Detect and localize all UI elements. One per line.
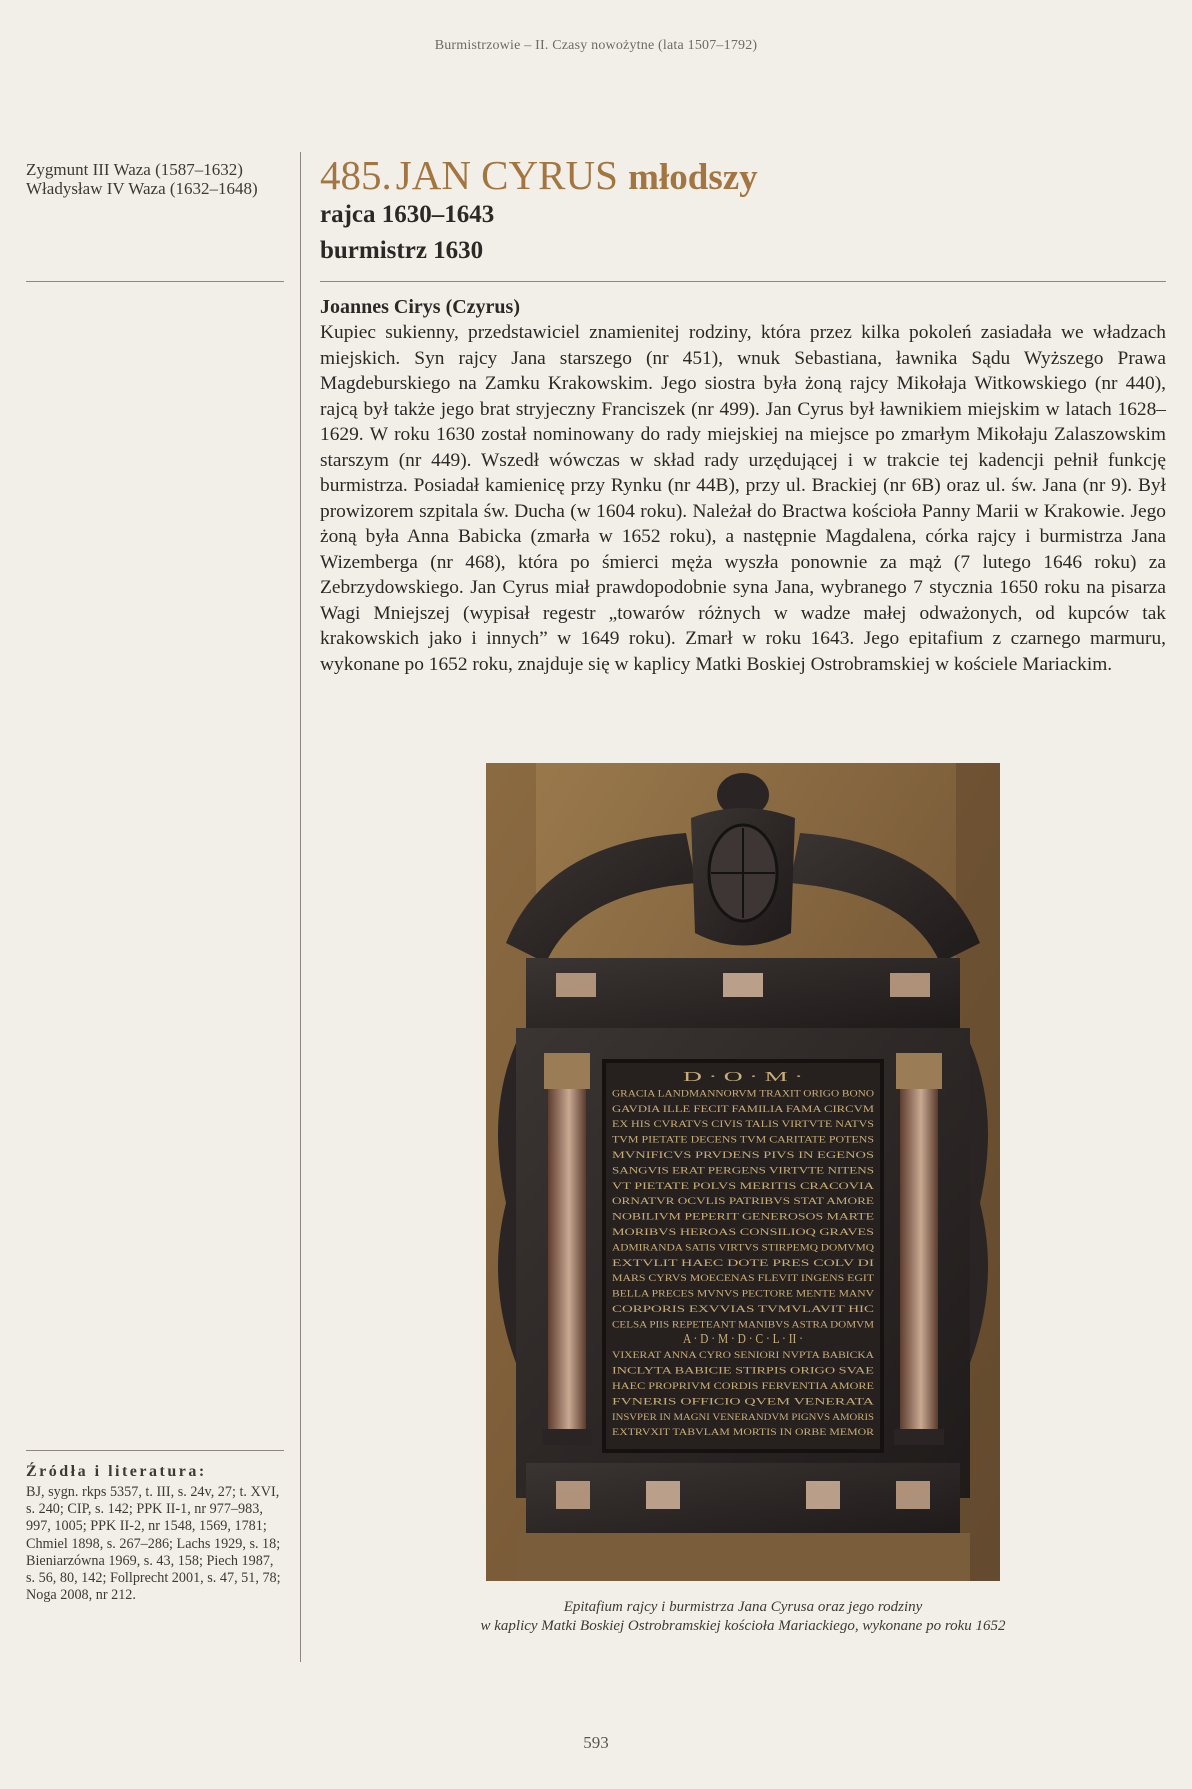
inscription-line: MARS CYRVS MOECENAS FLEVIT INGENS EGIT	[612, 1273, 875, 1285]
office-line: rajca 1630–1643	[320, 201, 495, 228]
inscription-line: INSVPER IN MAGNI VENERANDVM PIGNVS AMORIS	[612, 1411, 874, 1423]
sidebar-reigns	[26, 160, 284, 198]
office-line: burmistrz 1630	[320, 237, 484, 264]
inscription-line: NOBILIVM PEPERIT GENEROSOS MARTE	[612, 1211, 875, 1223]
inscription-line: CORPORIS EXVVIAS TVMVLAVIT HIC	[612, 1304, 874, 1315]
inscription-line: MORIBVS HEROAS CONSILIOQ GRAVES	[612, 1227, 874, 1238]
sources-heading: Źródła i literatura:	[26, 1463, 207, 1480]
sidebar-rule	[26, 281, 284, 282]
caption-line: w kaplicy Matki Boskiej Ostrobramskiej kościoła Mariackiego, wykonane po roku 1652	[480, 1618, 1006, 1634]
inscription-line: A · D · M · D · C · L · II ·	[683, 1331, 803, 1347]
inscription-line: VT PIETATE POLVS MERITIS CRACOVIA	[612, 1180, 875, 1192]
figure-caption	[320, 1598, 1166, 1636]
entry-qualifier: młodszy	[628, 157, 758, 198]
inscription-line: SANGVIS ERAT PERGENS VIRTVTE NITENS	[612, 1165, 874, 1177]
entry-number: 485.	[320, 152, 392, 198]
epitaph-illustration	[486, 763, 1000, 1581]
entry-name: JAN CYRUS	[395, 152, 618, 198]
inscription-line: FVNERIS OFFICIO QVEM VENERATA	[612, 1396, 875, 1408]
inscription-line: HAEC PROPRIVM CORDIS FERVENTIA AMORE	[612, 1381, 875, 1392]
inscription-line: EX HIS CVRATVS CIVIS TALIS VIRTVTE NATVS	[612, 1119, 874, 1131]
inscription-line: INCLYTA BABICIE STIRPIS ORIGO SVAE	[612, 1365, 875, 1377]
epitaph-photo	[486, 763, 1000, 1581]
latin-name: Joannes Cirys (Czyrus)	[320, 296, 520, 318]
inscription-line: ADMIRANDA SATIS VIRTVS STIRPEMQ DOMVMQ	[612, 1242, 875, 1254]
inscription-line: ORNATVR OCVLIS PATRIBVS STAT AMORE	[612, 1196, 875, 1208]
biography-text: Kupiec sukienny, przedstawiciel znamienitej rodziny, która przez kilka pokoleń zasiadała we władzach miejskich. Syn rajcy Jana starszego (nr 451), wnuk Sebastiana, ławnika Sądu Wyższego Prawa Magdeburskiego na Zamku Krakowskim. Jego siostra była żoną rajcy Mikołaja Witkowskiego (nr 440), rajcą był także jego brat stryjeczny Franciszek (nr 499). Jan Cyrus był ławnikiem miejskim w latach 1628–1629. W roku 1630 został nominowany do rady miejskiej na miejsce po zmarłym Mikołaju Zalaszowskim starszym (nr 449). Wszedł wówczas w skład rady urzędującej i w trakcie tej kadencji pełnił funkcję burmistrza. Posiadał kamienicę przy Rynku (nr 44B), przy ul. Brackiej (nr 6B) oraz ul. św. Jana (nr 9). Był prowizorem szpitala św. Ducha (w 1604 roku). Należał do Bractwa kościoła Panny Marii w Krakowie. Jego żoną była Anna Babicka (zmarła w 1652 roku), a następnie Magdalena, córka rajcy i burmistrza Jana Wizemberga (nr 468), która po śmierci męża wyszła ponownie za mąż (7 lutego 1646 roku) za Zebrzydowskiego. Jan Cyrus miał prawdopodobnie syna Jana, wybranego 7 stycznia 1650 roku na pisarza Wagi Mniejszej (wypisał regestr „towarów różnych w wadze małej odważonych, od kupców tak krakowskich jako i innych” w 1649 roku). Zmarł w roku 1643. Jego epitafium z czarnego marmuru, wykonane po 1652 roku, znajduje się w kaplicy Matki Boskiej Ostrobramskiej w kościele Mariackim.	[320, 322, 1166, 675]
inscription-line: MVNIFICVS PRVDENS PIVS IN EGENOS	[612, 1150, 874, 1161]
sources-rule	[26, 1450, 284, 1451]
reign-line: Władysław IV Waza (1632–1648)	[26, 179, 258, 198]
inscription-line: GRACIA LANDMANNORVM TRAXIT ORIGO BONO	[612, 1088, 875, 1100]
inscription-line: BELLA PRECES MVNVS PECTORE MENTE MANV	[612, 1288, 875, 1300]
inscription-line: EXTVLIT HAEC DOTE PRES COLV DI	[612, 1257, 874, 1269]
inscription-line: TVM PIETATE DECENS TVM CARITATE POTENS	[612, 1134, 874, 1146]
caption-line: Epitafium rajcy i burmistrza Jana Cyrusa oraz jego rodziny	[563, 1599, 923, 1615]
inscription-line: VIXERAT ANNA CYRO SENIORI NVPTA BABICKA	[612, 1350, 875, 1362]
inscription-line: EXTRVXIT TABVLAM MORTIS IN ORBE MEMOR	[612, 1427, 875, 1439]
entry-title	[320, 152, 758, 201]
page-number: 593	[583, 1733, 609, 1752]
sources-text: BJ, sygn. rkps 5357, t. III, s. 24v, 27; t. XVI, s. 240; CIP, s. 142; PPK II-1, nr 977–983, 997, 1005; PPK II-2, nr 1548, 1569, 1781; Chmiel 1898, s. 267–286; Lachs 1929, s. 18; Bieniarzówna 1969, s. 43, 158; Piech 1987, s. 56, 80, 142; Follprecht 2001, s. 47, 51, 78; Noga 2008, nr 212.	[26, 1484, 281, 1604]
running-head: Burmistrzowie – II. Czasy nowożytne (lata 1507–1792)	[434, 38, 758, 53]
reign-line: Zygmunt III Waza (1587–1632)	[26, 160, 243, 179]
inscription-line: CELSA PIIS REPETEANT MANIBVS ASTRA DOMVM	[612, 1319, 875, 1331]
title-rule	[320, 281, 1166, 282]
inscription-line: GAVDIA ILLE FECIT FAMILIA FAMA CIRCVM	[612, 1103, 875, 1115]
inscription-line: D · O · M ·	[683, 1070, 803, 1085]
column-divider	[300, 152, 301, 1662]
